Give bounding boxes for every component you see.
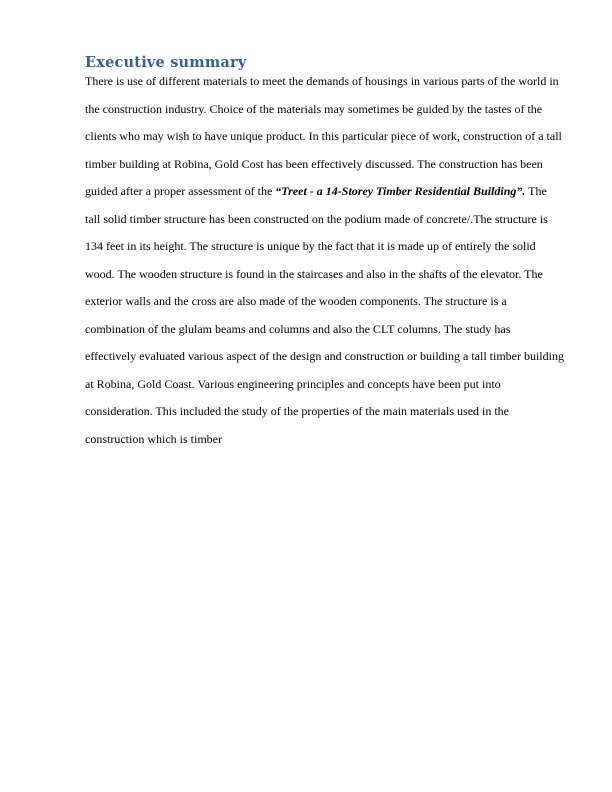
paragraph-line: construction which is timber <box>85 431 222 446</box>
paragraph-line: effectively evaluated various aspect of the design and construction or building a tall timber building <box>85 349 564 363</box>
building-title-emphasis: “Treet - a 14-Storey Timber Residential Building”. <box>275 184 526 198</box>
paragraph-line-with-title <box>85 178 545 206</box>
paragraph-line: the construction industry. Choice of the materials may sometimes be guided by the tastes of the <box>85 101 543 116</box>
paragraph-line: tall solid timber structure has been constructed on the podium made of concrete/.The structure is <box>85 211 548 226</box>
paragraph-text: The <box>525 184 547 198</box>
paragraph-line: 134 feet in its height. The structure is unique by the fact that it is made up of entirely the solid <box>85 239 536 253</box>
paragraph-line: combination of the glulam beams and columns and also the CLT columns. The study has <box>85 321 511 336</box>
paragraph-line: clients who may wish to have unique product. In this particular piece of work, construction of a tall <box>85 129 562 143</box>
paragraph-line: exterior walls and the cross are also made of the wooden components. The structure is a <box>85 294 507 308</box>
paragraph-text: guided after a proper assessment of the <box>85 184 276 198</box>
paragraph-line: consideration. This included the study of the properties of the main materials used in the <box>85 404 510 418</box>
summary-paragraph <box>85 68 564 453</box>
section-heading: Executive summary <box>85 54 247 71</box>
paragraph-line: timber building at Robina, Gold Cost has been effectively discussed. The construction has been <box>85 156 543 171</box>
paragraph-line: at Robina, Gold Coast. Various engineering principles and concepts have been put into <box>85 376 501 391</box>
paragraph-line: wood. The wooden structure is found in the staircases and also in the shafts of the elevator. The <box>85 266 543 281</box>
paragraph-line: There is use of different materials to meet the demands of housings in various parts of the world in <box>85 74 559 88</box>
